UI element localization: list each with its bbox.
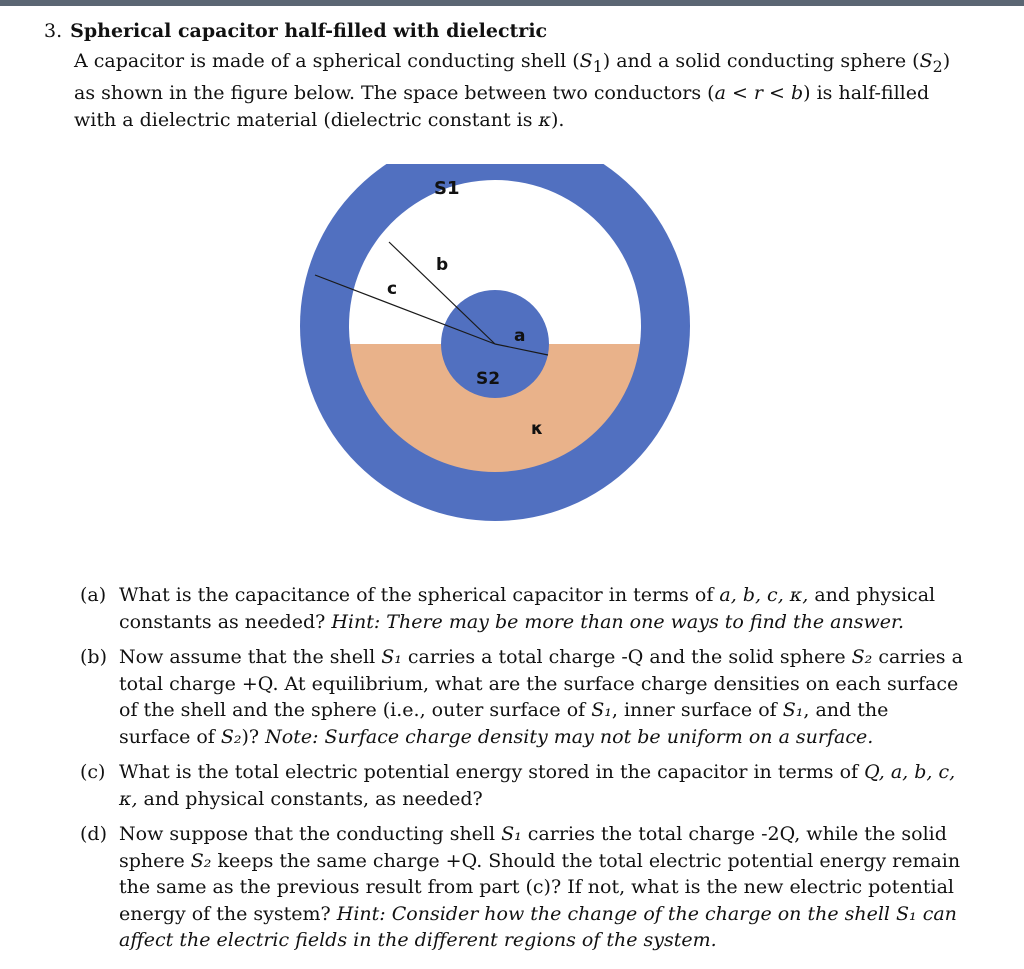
problem-title-text: Spherical capacitor half-filled with dielectric [70,20,548,42]
problem-number: 3. [44,20,63,42]
radius-range: a < r < b [714,81,804,104]
problem-title [44,18,547,44]
question-text: What is the capacitance of the spherical capacitor in terms of [119,584,720,606]
symbol-s1: S₁ [501,823,522,845]
question-a [80,582,964,635]
question-text: , inner surface of [611,699,783,721]
question-vars: Q, a, b, c, κ, [119,761,956,810]
symbol-s1: S₁ [782,699,804,721]
symbol-s2: S₂ [220,725,242,748]
label-s1: S1 [434,178,460,199]
symbol-s1: S₁ [381,646,402,668]
question-note: Note: Surface charge density may not be uniform on a surface. [265,725,874,748]
question-d [80,821,964,954]
label-s2: S2 [476,369,501,389]
intro-text: ) and a solid conducting sphere ( [602,50,920,72]
symbol-s2: S₂ [190,849,212,872]
label-b: b [436,255,449,275]
question-label: (a) [80,584,107,606]
intro-text: ) as shown in the figure below. The space between two conductors ( [74,50,951,104]
symbol-kappa: κ [538,108,551,131]
question-text: carries a total charge -Q and the solid sphere [401,646,852,668]
intro-text: ). [550,108,565,131]
question-text: Now suppose that the conducting shell [119,823,502,845]
symbol-s2: S₂ [851,646,873,668]
question-hint: Hint: There may be more than one ways to find the answer. [331,610,904,633]
question-label: (c) [80,761,106,783]
capacitor-figure [300,164,700,564]
label-kappa: κ [531,419,544,439]
intro-text: A capacitor is made of a spherical conducting shell ( [74,50,580,72]
question-text: carries the total charge -2Q, while the solid sphere [119,823,947,872]
question-label: (b) [80,646,107,668]
symbol-s1: S₁ [896,902,917,925]
label-c: c [387,279,398,299]
label-a: a [514,326,526,346]
question-text: and physical constants as needed? [119,584,936,633]
symbol-s1: S₁ [591,699,612,721]
question-text: carries a total charge +Q. At equilibrium, what are the surface charge densities on each surface of the shell and the sphere (i.e., outer surface of [119,646,963,721]
question-c [80,759,964,812]
question-hint: Hint: Consider how the change of the charge on the shell [336,902,897,925]
question-text: What is the total electric potential energy stored in the capacitor in terms of [119,761,865,783]
question-text: and physical constants, as needed? [137,787,483,810]
symbol-s1: S [579,50,593,72]
question-hint: can affect the electric fields in the different regions of the system. [119,902,957,951]
question-b [80,644,964,750]
symbol-s1-sub: 1 [592,56,603,76]
capacitor-diagram [300,164,700,564]
question-text: )? [241,725,266,748]
top-border [0,0,1024,6]
intro-text: ) is half-filled with a dielectric material (dielectric constant is [74,81,930,131]
question-vars: a, b, c, κ, [719,584,809,606]
question-text: , and the surface of [119,699,889,748]
problem-intro [74,48,964,134]
question-text: keeps the same charge +Q. Should the total electric potential energy remain the same as the previous result from part (c)? If not, what is the new electric potential energy of the system? [119,849,961,925]
question-list [80,582,964,963]
symbol-s2-sub: 2 [932,56,943,76]
symbol-s2: S [919,50,933,72]
question-label: (d) [80,823,107,845]
question-text: Now assume that the shell [119,646,382,668]
